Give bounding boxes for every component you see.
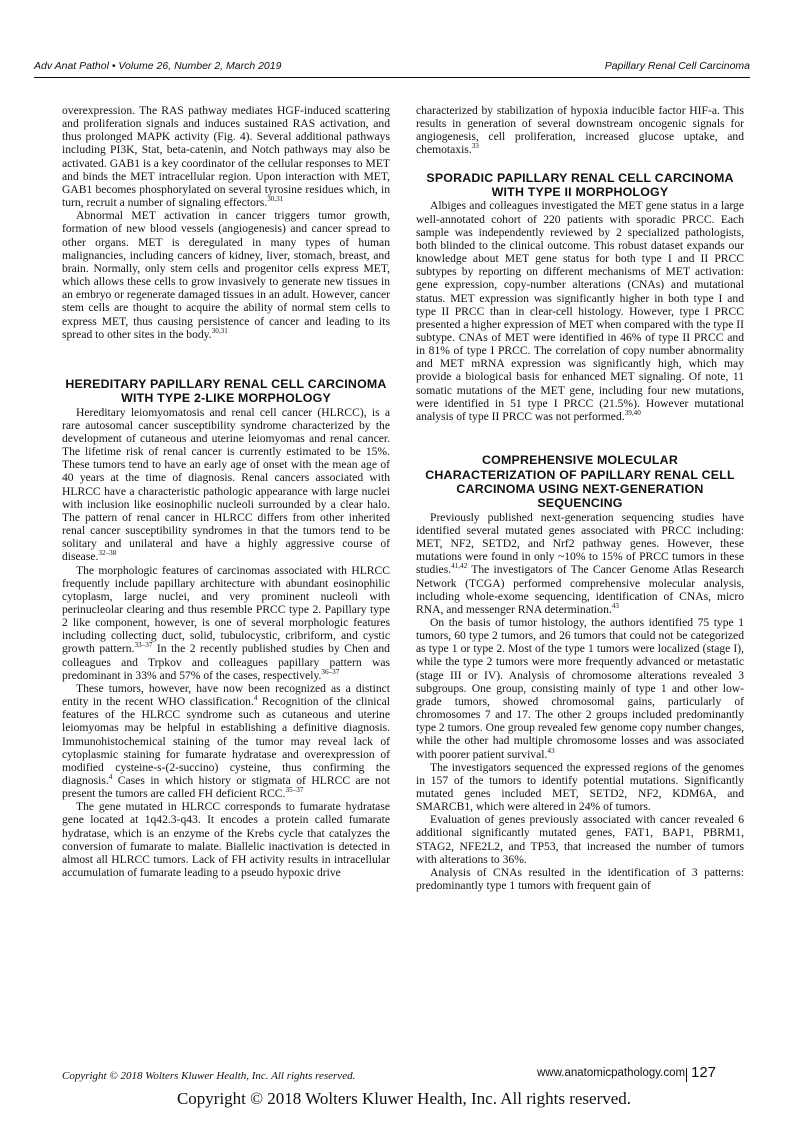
paragraph: characterized by stabilization of hypoxia inducible factor HIF-a. This results in generation of several downstream oncogenic signals for angiogenesis, cell proliferation, increased glucose uptake, and chemotaxis.$^{33}$ [416, 104, 744, 157]
page-number: 127 [691, 1064, 717, 1081]
reference: 32–38 [98, 549, 117, 558]
reference: 41,42 [451, 562, 468, 571]
reference: 4 [253, 694, 258, 703]
section-heading-hereditary: HEREDITARY PAPILLARY RENAL CELL CARCINOMA WITH TYPE 2-LIKE MORPHOLOGY [65, 376, 387, 406]
running-header [34, 60, 750, 78]
reference: 35–37 [285, 786, 304, 795]
reference: 43 [611, 601, 619, 610]
journal-website: www.anatomicpathology.com [537, 1067, 686, 1079]
section-heading-sporadic: SPORADIC PAPILLARY RENAL CELL CARCINOMA WITH TYPE II MORPHOLOGY [426, 170, 734, 200]
reference: 43 [547, 746, 555, 755]
reference: 30,31 [211, 326, 228, 335]
section-heading-comprehensive: COMPREHENSIVE MOLECULAR CHARACTERIZATION OF PAPILLARY RENAL CELL CARCINOMA USING NEXT-GENERATION SEQUENCING [425, 453, 735, 511]
reference: 4 [108, 773, 113, 782]
paragraph: The investigators sequenced the expressed regions of the genomes in 157 of the tumors to identify potential mutations. Significantly mutated genes included MET, SETD2, NF2, KDM6A, and SMARCB1, which were altered in 24% of tumors. [416, 760, 744, 814]
reference: 36–37 [321, 667, 340, 676]
footer-copyright: Copyright © 2018 Wolters Kluwer Health, Inc. All rights reserved. [62, 1070, 356, 1082]
paragraph: The morphologic features of carcinomas associated with HLRCC frequently include papillary architecture with abundant eosinophilic cytoplasm, large nuclei, and very prominent nucleoli with perinucleolar clearing and thus resemble PRCC type 2. Papillary type 2 like component, however, is one of several morphologic features including collecting duct, solid, tubulocystic, cribriform, and cystic growth pattern.$^{33-37}$ In the 2 recently published studies by Chen and colleagues and Trpkov and colleagues papillary pattern was predominant in 33% and 57% of the cases, respectively.$^{36-37}$ [62, 563, 390, 682]
reference: 39,40 [624, 409, 641, 418]
paragraph: Albiges and colleagues investigated the MET gene status in a large well-annotated cohort of 220 patients with sporadic PRCC. Each sample was independently reviewed by 2 specialized pathologists, both blinded to the clinical outcome. This robust dataset expands our knowledge about MET gene status for both type I and II PRCC subtypes by reporting on different mechanisms of MET activation: gene expression, copy-number alterations (CNAs) and mutational status. MET expression was significantly higher in both type I and type II PRCC than in clear-cell histology. However, type I PRCC presented a higher expression of MET when compared with the type II subtype. CNAs of MET were identified in 46% of type II PRCC and in 81% of type I PRCC. The correlation of copy number abnormality and MET mRNA expression was significantly high, which may provide a biological basis for enhanced MET signaling. Of note, 11 somatic mutations of the MET gene, including four new mutations, were identified in 51 type I PRCC (21.5%). However mutational analysis of type II PRCC was not performed.$^{39,40}$ [416, 199, 744, 423]
journal-citation: Adv Anat Pathol • Volume 26, Number 2, March 2019 [34, 60, 282, 72]
paragraph: Previously published next-generation sequencing studies have identified several mutated genes associated with PRCC including: MET, NF2, SETD2, and Nrf2 pathway genes. However, these mutations were found in only ~10% to 15% of PRCC tumors in these studies.$^{41,42}$ The investigators of The Cancer Genome Atlas Research Network (TCGA) performed comprehensive molecular analysis, including whole-exome sequencing, identification of CNAs, micro RNA, and messenger RNA determination.$^{43}$ [416, 510, 744, 616]
paragraph: On the basis of tumor histology, the authors identified 75 type 1 tumors, 60 type 2 tumors, and 26 tumors that could not be categorized as type 1 or type 2. Most of the type 1 tumors were localized (stage I), while the type 2 tumors were more frequently advanced or metastatic (stage III or IV). Analysis of chromosome alterations revealed 3 subgroups. One group, consisting mainly of type 1 and other low-grade tumors, showed chromosomal gains, particularly of chromosomes 7 and 17. The other 2 groups included predominantly type 2 tumors. One group revealed few genome copy number changes, while the other had multiple chromosome losses and was associated with poorer patient survival.$^{43}$ [416, 615, 744, 761]
paragraph: Evaluation of genes previously associated with cancer revealed 6 additional significantly mutated genes, FAT1, BAP1, PBRM1, STAG2, NFE2L2, and TP53, that increased the number of tumors with alterations to 36%. [416, 813, 744, 866]
reference: 33–37 [134, 641, 153, 650]
header-divider [34, 77, 750, 78]
paragraph: The gene mutated in HLRCC corresponds to fumarate hydratase gene located at 1q42.3-q43. It encodes a protein called fumarate hydratase, which is an enzyme of the Krebs cycle that catalyzes the conversion of fumarate to malate. Biallelic inactivation is detected in almost all HLRCC tumors. Lack of FH activity results in intracellular accumulation of fumarate leading to a pseudo hypoxic drive [62, 800, 390, 880]
copyright-watermark: Copyright © 2018 Wolters Kluwer Health, Inc. All rights reserved. [176, 1089, 632, 1108]
paragraph: Hereditary leiomyomatosis and renal cell cancer (HLRCC), is a rare autosomal cancer susceptibility syndrome characterized by the development of cutaneous and uterine leiomyomas and renal cancer. The lifetime risk of renal cancer is currently estimated to be 15%. These tumors tend to have an early age of onset with the mean age of 40 years at the time of diagnosis. Renal cancers associated with HLRCC have a characteristic pathologic appearance with large nuclei with inclusion like eosinophilic nucleoli surrounded by a clear halo. The pattern of renal cancer in HLRCC differs from other inherited renal cancer susceptibility syndromes in that the tumors tend to be solitary and unilateral and have a highly aggressive course of disease.$^{32-38}$ [62, 405, 390, 564]
paragraph: Analysis of CNAs resulted in the identification of 3 patterns: predominantly type 1 tumors with frequent gain of [416, 865, 744, 893]
reference: 33 [471, 142, 479, 151]
footer-separator [686, 1068, 687, 1082]
right-column [416, 104, 744, 892]
paragraph: Abnormal MET activation in cancer triggers tumor growth, formation of new blood vessels (angiogenesis) and cancer spread to other organs. MET is deregulated in many types of human malignancies, including cancers of kidney, liver, stomach, breast, and brain. Normally, only stem cells and progenitor cells express MET, which allows these cells to grow invasively to generate new tissues in an embryo or regenerate damaged tissues in an adult. However, cancer stem cells are thought to acquire the ability of normal stem cells to express MET, thus causing persistence of cancer and leading to its spread to other sites in the body.$^{30,31}$ [62, 209, 390, 341]
reference: 30,31 [267, 195, 284, 204]
paragraph: These tumors, however, have now been recognized as a distinct entity in the recent WHO classification.$^4$ Recognition of the clinical features of the HLRCC syndrome such as cutaneous and uterine leiomyomas may be helpful in establishing a definitive diagnosis. Immunohistochemical staining of the tumor may reveal lack of cytoplasmic staining for fumarate hydratase and overexpression of modified cysteine-s-(2-succino) cysteine, thus confirming the diagnosis.$^4$ Cases in which history or stigmata of HLRCC are not present the tumors are called FH deficient RCC.$^{35-37}$ [62, 681, 390, 801]
running-title: Papillary Renal Cell Carcinoma [604, 60, 750, 72]
left-column [62, 104, 390, 879]
paragraph: overexpression. The RAS pathway mediates HGF-induced scattering and proliferation signals and induces sustained RAS activation, and thus prolonged MAPK activity (Fig. 4). Several additional pathways including PI3K, Stat, beta-catenin, and Notch pathways may also be activated. GAB1 is a key coordinator of the cellular responses to MET and binds the MET intracellular region. Upon interaction with MET, GAB1 becomes phosphorylated on several tyrosine residues which, in turn, recruit a number of signaling effectors.$^{30,31}$ [62, 104, 390, 210]
